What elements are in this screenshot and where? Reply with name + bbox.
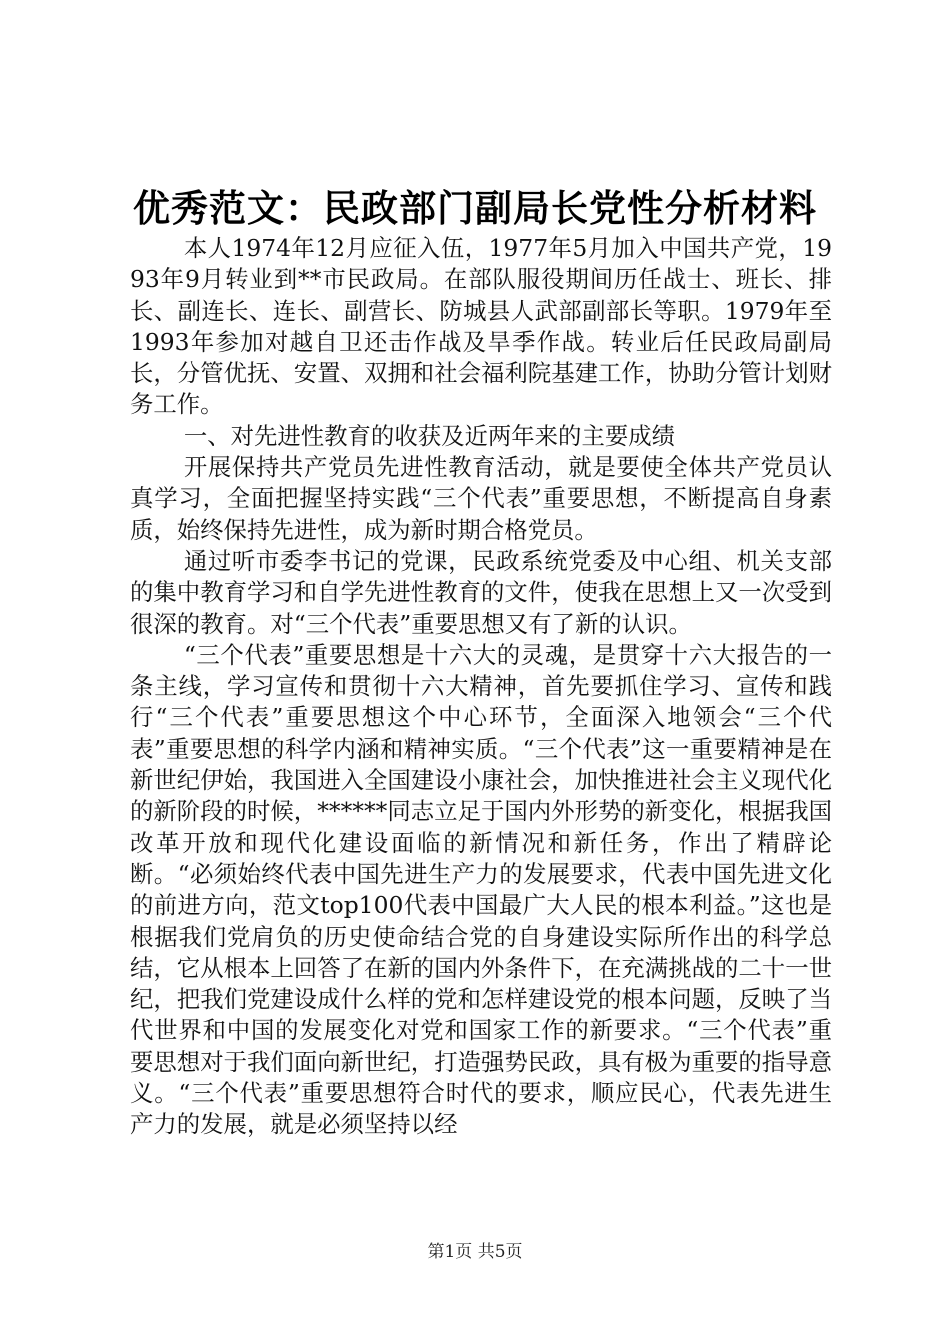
paragraph-study: 通过听市委李书记的党课，民政系统党委及中心组、机关支部的集中教育学习和自学先进性教育的文件，使我在思想上又一次受到很深的教育。对“三个代表”重要思想又有了新的认识。 — [130, 546, 832, 638]
paragraph-education: 开展保持共产党员先进性教育活动，就是要使全体共产党员认真学习，全面把握坚持实践“三个代表”重要思想，不断提高自身素质，始终保持先进性，成为新时期合格党员。 — [130, 453, 832, 544]
document-title: 优秀范文：民政部门副局长党性分析材料 — [133, 186, 817, 230]
page-footer: 第1页 共5页 — [427, 1242, 523, 1262]
paragraph-intro: 本人1974年12月应征入伍，1977年5月加入中国共产党，1993年9月转业到**市民政局。在部队服役期间历任战士、班长、排长、副连长、连长、副营长、防城县人武部副部长等职。1979年至1993年参加对越自卫还击作战及旱季作战。转业后任民政局副局长，分管优抚、安置、双拥和社会福利院基建工作，协助分管计划财务工作。 — [130, 234, 832, 419]
section-heading-1: 一、对先进性教育的收获及近两年来的主要成绩 — [183, 421, 676, 450]
document-body — [130, 233, 832, 1141]
paragraph-three-represents: “三个代表”重要思想是十六大的灵魂，是贯穿十六大报告的一条主线，学习宣传和贯彻十六大精神，首先要抓住学习、宣传和践行“三个代表”重要思想这个中心环节，全面深入地领会“三个代表”重要思想的科学内涵和精神实质。“三个代表”这一重要精神是在新世纪伊始，我国进入全国建设小康社会，加快推进社会主义现代化的新阶段的时候，******同志立足于国内外形势的新变化，根据我国改革开放和现代化建设面临的新情况和新任务，作出了精辟论断。“必须始终代表中国先进生产力的发展要求，代表中国先进文化的前进方向，范文top100代表中国最广大人民的根本利益。”这也是根据我们党肩负的历史使命结合党的自身建设实际所作出的科学总结，它从根本上回答了在新的国内外条件下，在充满挑战的二十一世纪，把我们党建设成什么样的党和怎样建设党的根本问题，反映了当代世界和中国的发展变化对党和国家工作的新要求。“三个代表”重要思想对于我们面向新世纪，打造强势民政，具有极为重要的指导意义。“三个代表”重要思想符合时代的要求，顺应民心，代表先进生产力的发展，就是必须坚持以经 — [130, 640, 832, 1139]
